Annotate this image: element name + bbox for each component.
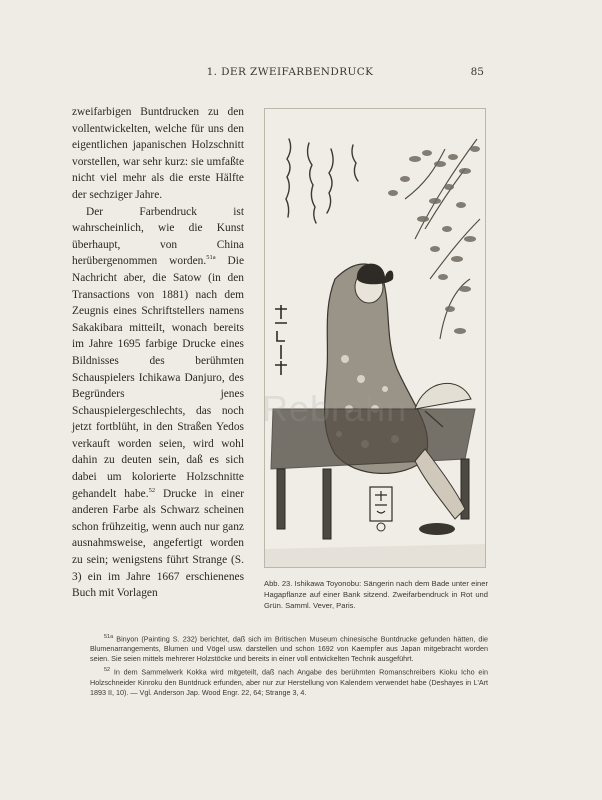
- footnote-ref-51a: 51a: [206, 254, 216, 262]
- paragraph-1: zweifarbigen Buntdrucken zu den vollentwickelten, welche für uns den eigentlichen japanischen Holzschnitt vorstellen, war sehr kurz: sie umfaßte nicht viel mehr als die erste Hälfte der sechziger Jahre.: [72, 106, 244, 201]
- footnote-ref-52: 52: [148, 486, 156, 494]
- footnote-52-text: In dem Sammelwerk Kokka wird mitgeteilt, daß nach Angabe des berühmten Romanschreibers Kioku Icho ein Holzschneider Kinroku den Buntdruck erfunden, aber nur zur Herstellung von Kalendern verwendet habe (Deshayes in L'Art 1893 II, 10). — Vgl. Anderson Jap. Wood Engr. 22, 64; Strange 3, 4.: [90, 667, 488, 697]
- paragraph-2-part-b: Die Nachricht aber, die Satow (in den Transactions von 1881) nach dem Zeugnis eines Schriftstellers namens Sakakibara mitteilt, wonach bereits im Jahre 1695 farbige Drucke eines Bildnisses des berühmten Schauspielers Ichikawa Danjuro, des Begründers jenes Schauspielergeschlechts, das noch jetzt fortblüht, in den Straßen Yedos verkauft worden seien, wird wohl dahin zu deuten sein, daß es sich dabei um kolorierte Holzschnitte gehandelt habe.: [72, 255, 245, 500]
- woodblock-print-figure: [264, 108, 486, 568]
- paragraph-2-part-c: Drucke in einer anderen Farbe als Schwarz scheinen schon frühzeitig, wenn auch nur ganz ausnahmsweise, angefertigt worden zu sein; wenigstens führt Strange (S. 3) ein im Jahre 1667 erschienenes Buch mit Vorlagen: [72, 487, 244, 600]
- body-text-column: [72, 104, 244, 602]
- print-illustration: [265, 109, 485, 567]
- footnote-52: [90, 665, 488, 697]
- paragraph-2: [72, 204, 244, 602]
- footnotes: [90, 632, 488, 699]
- page-number: 85: [470, 66, 484, 78]
- footnote-52-marker: 52: [104, 667, 111, 674]
- paragraph-2-part-a: Der Farbendruck ist wahrscheinlich, wie die Kunst überhaupt, von China herübergenommen worden.: [72, 205, 244, 268]
- figure-caption: Abb. 23. Ishikawa Toyonobu: Sängerin nach dem Bade unter einer Hagapflanze auf einer Bank sitzend. Zweifarbendruck in Rot und Grün. Samml. Vever, Paris.: [264, 579, 488, 610]
- footnote-51a: [90, 632, 488, 664]
- scan-watermark: Rebrahn: [262, 388, 408, 429]
- running-header: 1. DER ZWEIFARBENDRUCK: [206, 66, 374, 78]
- footnote-51a-marker: 51a: [104, 634, 114, 640]
- sandal: [419, 523, 455, 535]
- footnote-51a-text: Binyon (Painting S. 232) berichtet, daß sich im Britischen Museum chinesische Buntdrucke gefunden hätten, die Blumenarrangements, Blumen und Vögel usw. darstellen und schon 1692 von Kaempfer aus Japan mitgebracht worden seien. Sie seien mittels mehrerer Holzstöcke und bereits in einer voll entwickelten Technik ausgeführt.: [90, 634, 488, 664]
